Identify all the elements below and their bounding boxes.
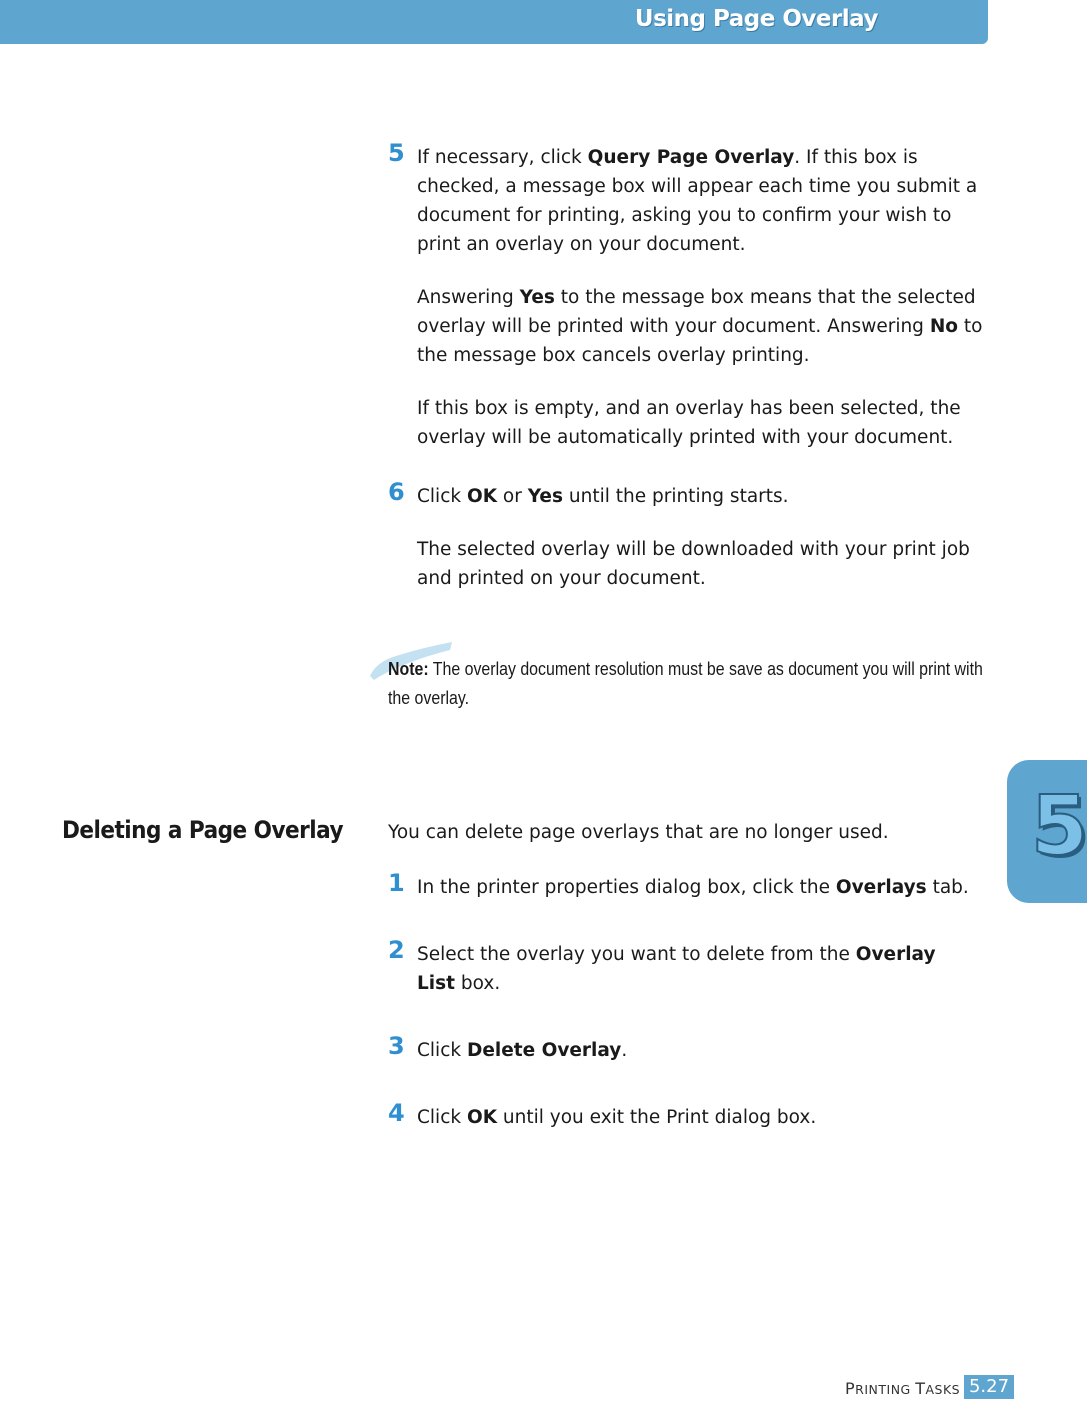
step-5-paragraph-1: If necessary, click Query Page Overlay. If this box is checked, a message box will appear each time you submit a document for printing, asking you to confirm your wish to print an overlay on your document. (417, 147, 978, 255)
step-number: 3 (388, 1032, 405, 1060)
step-number: 2 (388, 936, 405, 964)
note (388, 654, 990, 712)
header-title: Using Page Overlay (634, 6, 878, 32)
section-intro: You can delete page overlays that are no longer used. (388, 822, 889, 843)
step-5 (388, 139, 988, 452)
chapter-tab (1007, 760, 1087, 903)
page-number: 5.27 (964, 1375, 1014, 1399)
step-number: 5 (388, 139, 405, 167)
chapter-number: 5 (1031, 779, 1088, 874)
step-4 (388, 1099, 988, 1132)
step-text: In the printer properties dialog box, click the Overlays tab. (417, 877, 969, 898)
step-text: Select the overlay you want to delete from the Overlay List box. (417, 944, 936, 994)
step-text: Click OK until you exit the Print dialog box. (417, 1107, 817, 1128)
section-title: Deleting a Page Overlay (62, 816, 343, 844)
step-5-paragraph-2: Answering Yes to the message box means that the selected overlay will be printed with your document. Answering No to the message box cancels overlay printing. (417, 287, 983, 366)
step-2 (388, 936, 988, 998)
step-number: 4 (388, 1099, 405, 1127)
header-bar (0, 0, 988, 44)
step-number: 1 (388, 869, 405, 897)
step-5-paragraph-3: If this box is empty, and an overlay has been selected, the overlay will be automatically printed with your document. (417, 398, 961, 448)
step-6-paragraph-2: The selected overlay will be downloaded with your print job and printed on your document. (417, 539, 970, 589)
step-text: Click Delete Overlay. (417, 1040, 628, 1061)
footer-section-label: PRINTING TASKS (845, 1379, 961, 1398)
step-1 (388, 869, 988, 902)
step-3 (388, 1032, 988, 1065)
step-number: 6 (388, 478, 405, 506)
note-label: Note: (388, 658, 429, 679)
step-6-paragraph-1: Click OK or Yes until the printing starts. (417, 486, 789, 507)
note-text: The overlay document resolution must be save as document you will print with the overlay. (388, 658, 983, 708)
step-6 (388, 478, 988, 593)
